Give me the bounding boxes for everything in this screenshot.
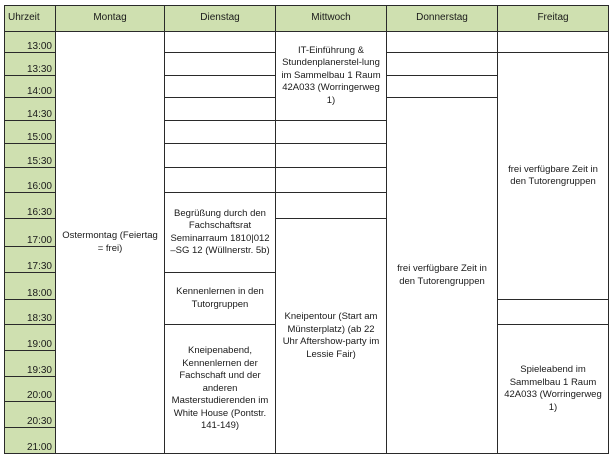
event-monday-holiday: Ostermontag (Feiertag = frei) [55,31,165,454]
empty-slot [275,143,387,168]
event-tuesday-tutor-groups: Kennenlernen in den Tutorgruppen [164,272,276,325]
empty-slot [164,31,276,53]
event-friday-games-night: Spieleabend im Sammelbau 1 Raum 42A033 (Worringerweg 1) [497,324,609,454]
event-friday-free-time: frei verfügbare Zeit in den Tutorengruppen [497,52,609,300]
empty-slot [164,167,276,193]
time-slot: 17:00 [4,218,56,247]
time-slot: 16:30 [4,192,56,219]
time-slot: 14:00 [4,75,56,98]
event-wednesday-it-intro: IT-Einführung & Stundenplanerstel-lung im Sammelbau 1 Raum 42A033 (Worringerweg 1) [275,31,387,121]
time-slot: 14:30 [4,97,56,121]
empty-slot [164,75,276,98]
empty-slot [275,167,387,193]
empty-slot [164,97,276,121]
header-monday: Montag [55,5,165,32]
time-slot: 15:00 [4,120,56,144]
time-slot: 16:00 [4,167,56,193]
empty-slot [497,31,609,53]
time-slot: 19:00 [4,324,56,351]
time-slot: 18:00 [4,272,56,300]
header-wednesday: Mittwoch [275,5,387,32]
header-friday: Freitag [497,5,609,32]
empty-slot [164,52,276,76]
time-slot: 17:30 [4,246,56,273]
empty-slot [497,299,609,325]
time-slot: 13:30 [4,52,56,76]
event-wednesday-pub-tour: Kneipentour (Start am Münsterplatz) (ab 22 Uhr Aftershow-party im Lessie Fair) [275,218,387,454]
time-slot: 15:30 [4,143,56,168]
empty-slot [164,120,276,144]
header-time: Uhrzeit [4,5,56,32]
time-slot: 18:30 [4,299,56,325]
event-tuesday-pub-evening: Kneipenabend, Kennenlernen der Fachschaft und der anderen Masterstudierenden im White House (Pontstr. 141-149) [164,324,276,454]
time-slot: 13:00 [4,31,56,53]
empty-slot [386,75,498,98]
time-slot: 19:30 [4,350,56,377]
header-thursday: Donnerstag [386,5,498,32]
header-tuesday: Dienstag [164,5,276,32]
event-thursday-free-time: frei verfügbare Zeit in den Tutorengruppen [386,97,498,454]
empty-slot [386,52,498,76]
event-tuesday-greeting: Begrüßung durch den Fachschaftsrat Seminarraum 1810|012 –SG 12 (Wüllnerstr. 5b) [164,192,276,273]
empty-slot [275,192,387,219]
time-slot: 21:00 [4,427,56,454]
empty-slot [164,143,276,168]
empty-slot [386,31,498,53]
time-slot: 20:30 [4,401,56,428]
empty-slot [275,120,387,144]
time-slot: 20:00 [4,376,56,402]
